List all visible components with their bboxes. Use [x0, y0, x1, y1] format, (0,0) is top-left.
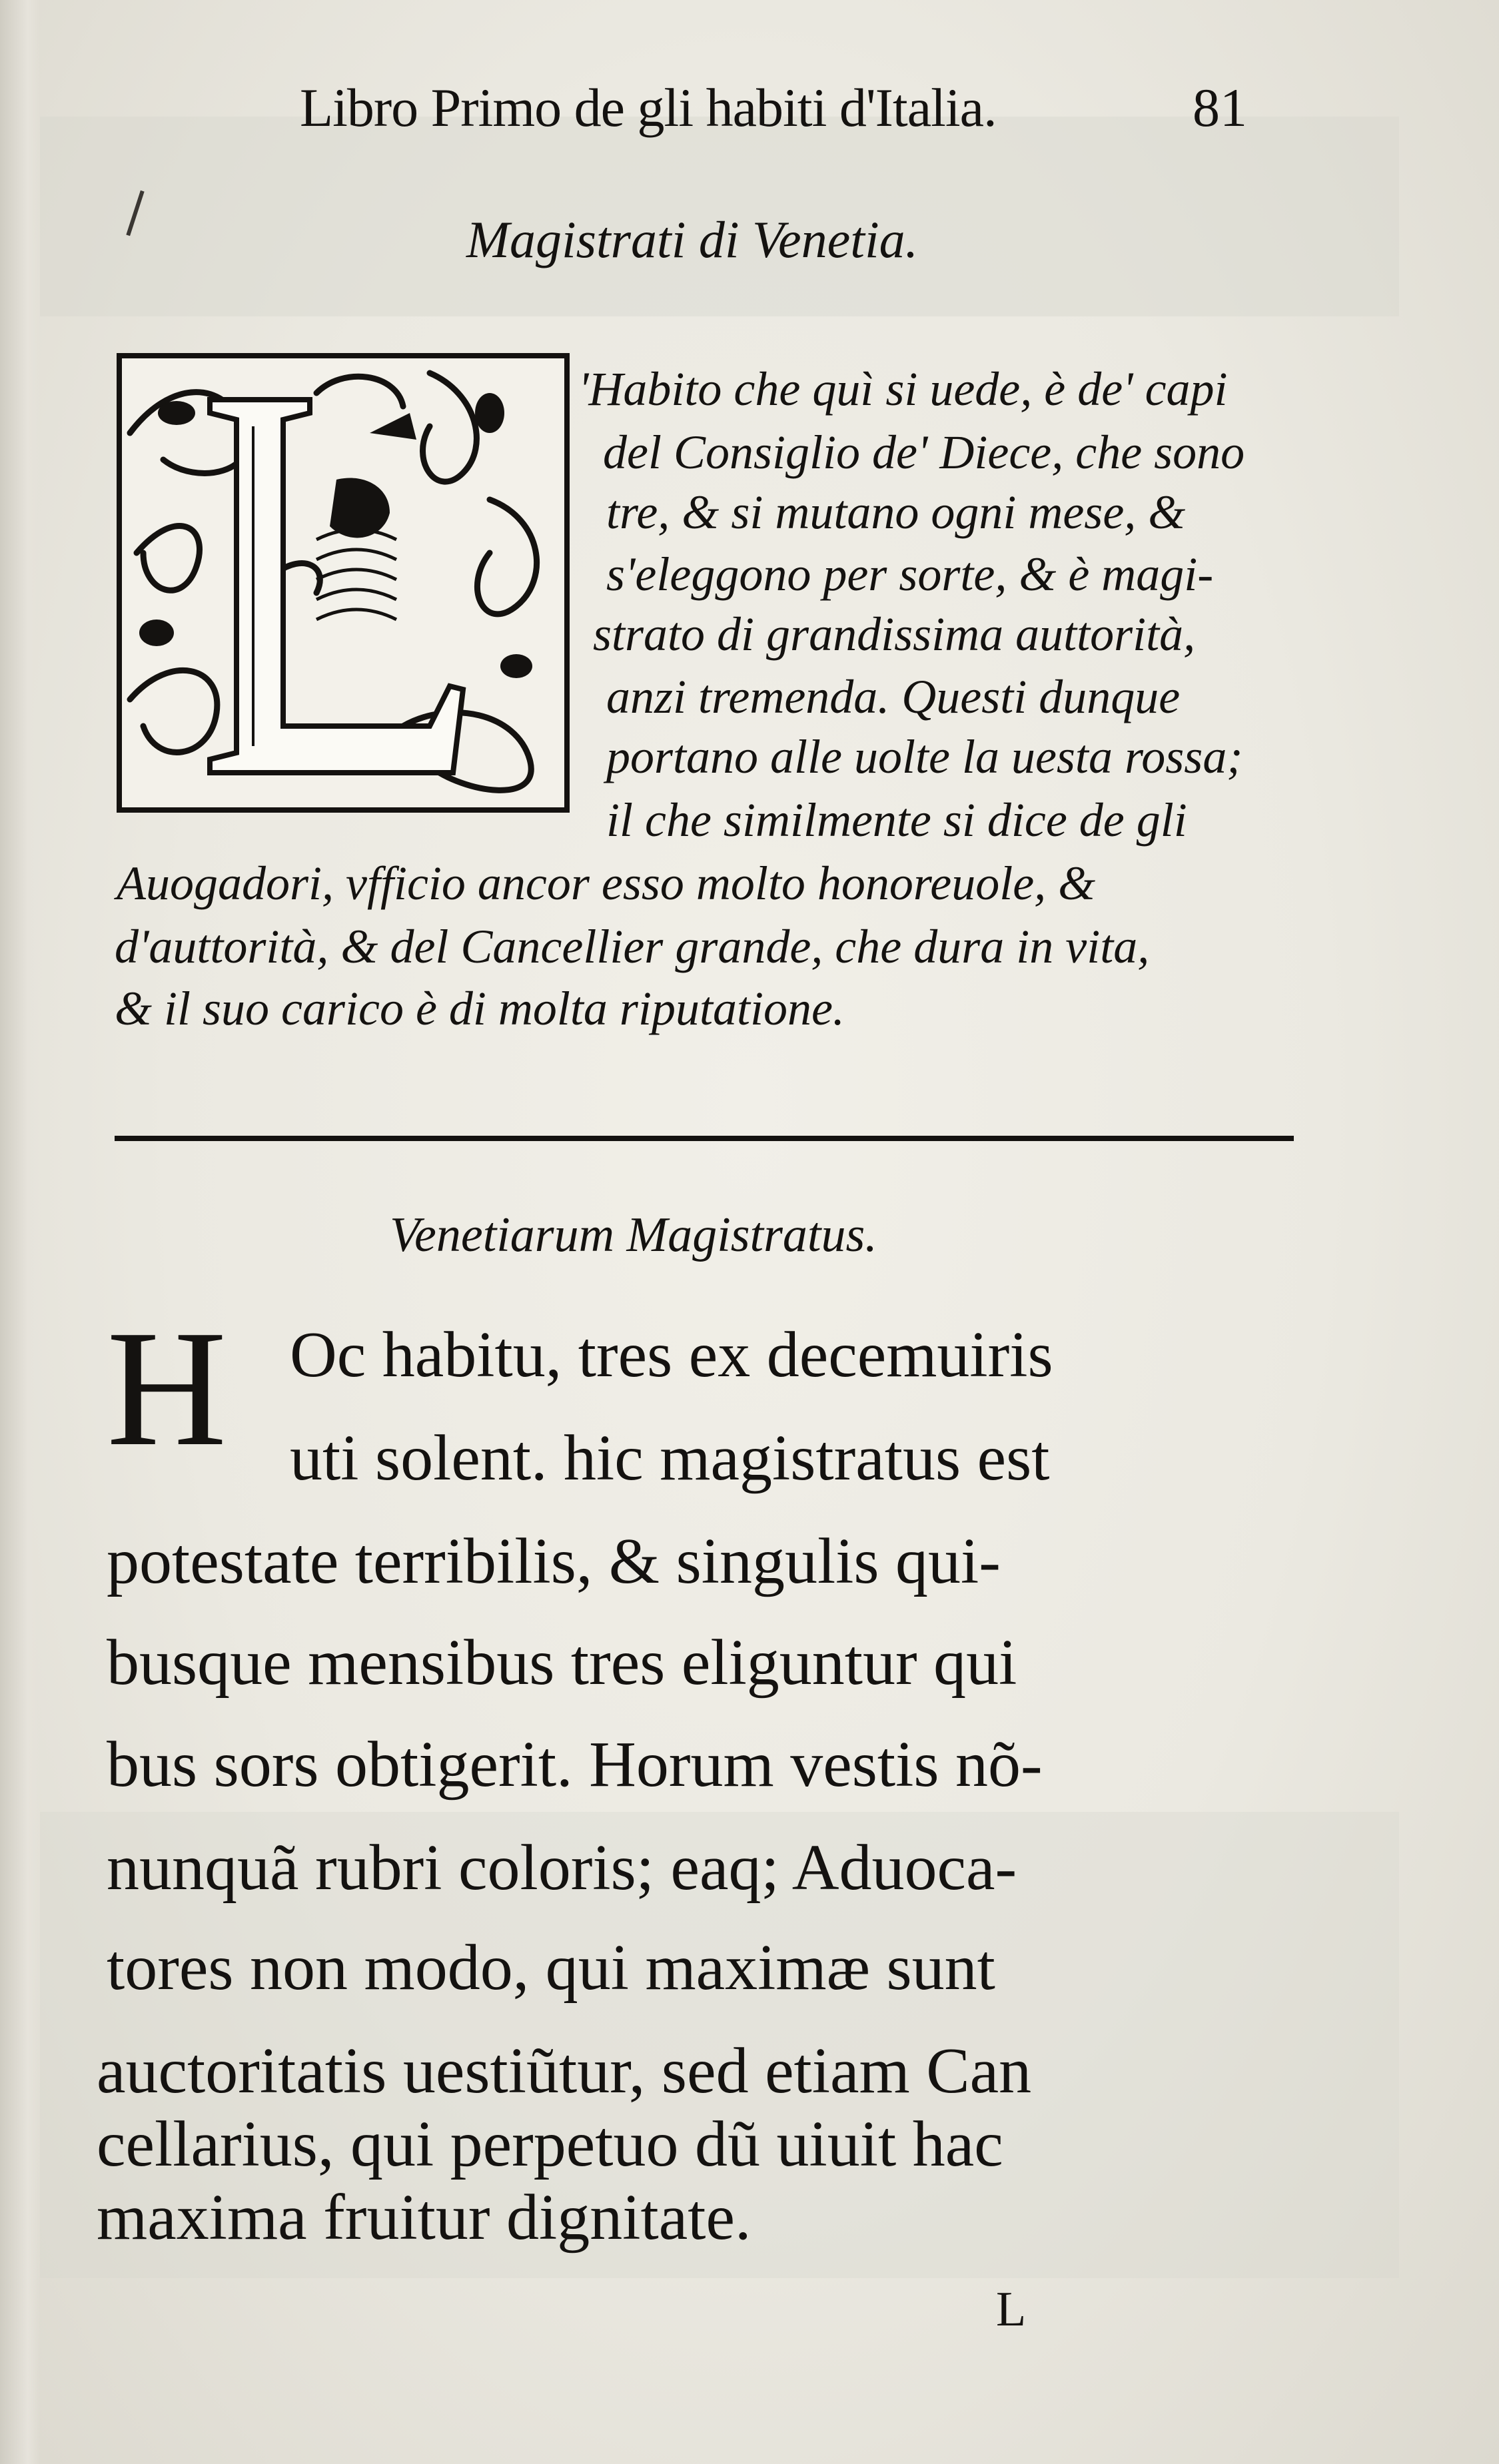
latin-text-line: nunquã rubri coloris; eaq; Aduoca- — [107, 1832, 1017, 1904]
latin-section-title: Venetiarum Magistratus. — [390, 1208, 877, 1262]
drop-cap-H: H — [107, 1296, 227, 1481]
italian-text-line: portano alle uolte la uesta rossa; — [606, 730, 1243, 783]
latin-text-line: potestate terribilis, & singulis qui- — [107, 1525, 1001, 1597]
section-divider — [115, 1136, 1294, 1141]
italian-section-title: Magistrati di Venetia. — [466, 210, 919, 268]
italian-text-line: del Consiglio de' Diece, che sono — [603, 426, 1245, 479]
latin-text-line: tores non modo, qui maximæ sunt — [107, 1932, 995, 2004]
latin-text-line: auctoritatis uestiũtur, sed etiam Can — [97, 2035, 1032, 2107]
italian-text-line: & il suo carico è di molta riputatione. — [115, 982, 845, 1035]
italian-text-line: strato di grandissima auttorità, — [593, 608, 1196, 661]
latin-text-line: maxima fruitur dignitate. — [97, 2182, 751, 2254]
latin-text-line: Oc habitu, tres ex decemuiris — [290, 1319, 1053, 1391]
italian-text-line: tre, & si mutano ogni mese, & — [606, 486, 1186, 539]
latin-text-line: bus sors obtigerit. Horum vestis nõ- — [107, 1729, 1043, 1801]
latin-text-line: busque mensibus tres eliguntur qui — [107, 1627, 1017, 1699]
running-head: Libro Primo de gli habiti d'Italia. — [300, 77, 997, 138]
page-number: 81 — [1193, 77, 1247, 138]
italian-text-line: anzi tremenda. Questi dunque — [606, 670, 1181, 723]
signature-mark: L — [996, 2282, 1027, 2337]
latin-text-line: cellarius, qui perpetuo dũ uiuit hac — [97, 2108, 1003, 2180]
page-gutter — [0, 0, 40, 2464]
italian-text-line: 'Habito che quì si uede, è de' capi — [578, 362, 1228, 416]
italian-text-line: Auogadori, vfficio ancor esso molto honoreuole, & — [117, 857, 1096, 910]
latin-text-line: uti solent. hic magistratus est — [290, 1422, 1050, 1494]
italian-text-line: d'auttorità, & del Cancellier grande, che dura in vita, — [115, 920, 1150, 973]
italian-text-line: il che similmente si dice de gli — [606, 793, 1187, 847]
italian-text-line: s'eleggono per sorte, & è magi- — [606, 548, 1214, 601]
woodcut-initial-L — [117, 353, 570, 813]
